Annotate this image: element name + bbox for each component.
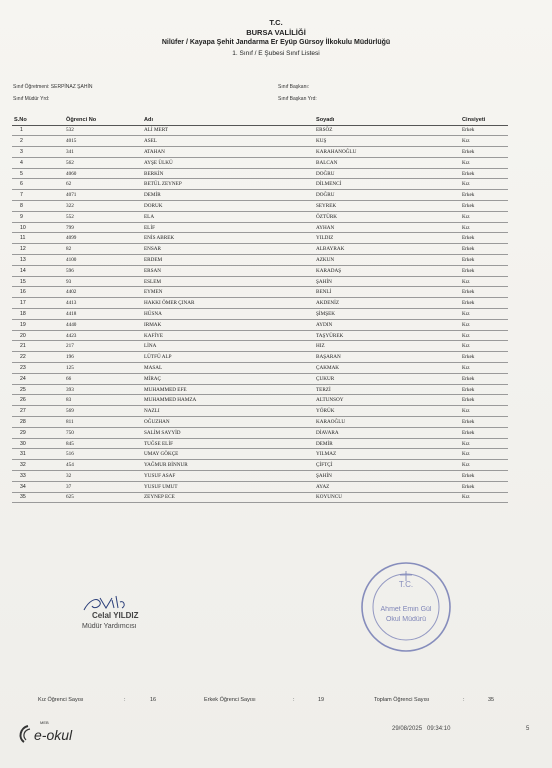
signature-name: Celal YILDIZ — [92, 611, 139, 620]
cell-gender: Kız — [460, 330, 508, 341]
cell-student-no: 4402 — [64, 287, 142, 298]
cell-student-no: 93 — [64, 276, 142, 287]
table-row — [12, 471, 508, 482]
table-row — [12, 298, 508, 309]
cell-gender: Erkek — [460, 233, 508, 244]
student-table — [12, 116, 508, 503]
cell-surname: AZKUN — [314, 255, 460, 266]
cell-student-no: 4060 — [64, 168, 142, 179]
cell-name: YUSUF ASAF — [142, 471, 314, 482]
cell-surname: ŞAHİN — [314, 471, 460, 482]
cell-gender: Erkek — [460, 125, 508, 136]
table-row — [12, 222, 508, 233]
cell-gender: Erkek — [460, 352, 508, 363]
table-row — [12, 460, 508, 471]
cell-student-no: 625 — [64, 492, 142, 503]
cell-student-no: 4071 — [64, 190, 142, 201]
cell-surname: KARAOĞLU — [314, 417, 460, 428]
cell-name: ALİ MERT — [142, 125, 314, 136]
table-row — [12, 395, 508, 406]
cell-student-no: 32 — [64, 471, 142, 482]
meta-teacher: Sınıf Öğretmeni: SERPİNAZ ŞAHİN — [13, 84, 93, 90]
cell-name: EYMEN — [142, 287, 314, 298]
cell-name: ENSAR — [142, 244, 314, 255]
cell-student-no: 322 — [64, 201, 142, 212]
cell-student-no: 196 — [64, 352, 142, 363]
cell-sno: 5 — [12, 168, 64, 179]
cell-sno: 34 — [12, 481, 64, 492]
cell-gender: Erkek — [460, 201, 508, 212]
cell-surname: HIZ — [314, 341, 460, 352]
cell-gender: Kız — [460, 136, 508, 147]
cell-surname: KUŞ — [314, 136, 460, 147]
cell-sno: 35 — [12, 492, 64, 503]
cell-name: LİNA — [142, 341, 314, 352]
stamp-line1: Ahmet Emin Gül — [380, 606, 432, 613]
cell-name: DEMİR — [142, 190, 314, 201]
table-row — [12, 157, 508, 168]
cell-name: ELA — [142, 211, 314, 222]
table-row — [12, 330, 508, 341]
cell-gender: Erkek — [460, 373, 508, 384]
table-row — [12, 244, 508, 255]
cell-sno: 32 — [12, 460, 64, 471]
col-name: Adı — [142, 116, 314, 125]
cell-name: YUSUF UMUT — [142, 481, 314, 492]
total-count-label: Toplam Öğrenci Sayısı — [374, 697, 430, 703]
cell-gender: Kız — [460, 179, 508, 190]
cell-gender: Kız — [460, 222, 508, 233]
cell-name: UMAY GÖKÇE — [142, 449, 314, 460]
cell-gender: Kız — [460, 363, 508, 374]
cell-surname: ŞİMŞEK — [314, 309, 460, 320]
cell-student-no: 569 — [64, 406, 142, 417]
table-row — [12, 417, 508, 428]
cell-name: BERKİN — [142, 168, 314, 179]
eokul-logo-mark — [16, 718, 96, 746]
table-row — [12, 168, 508, 179]
cell-sno: 21 — [12, 341, 64, 352]
table-row — [12, 427, 508, 438]
cell-student-no: 125 — [64, 363, 142, 374]
cell-sno: 22 — [12, 352, 64, 363]
cell-surname: BAŞARAN — [314, 352, 460, 363]
meta-class-vice-president: Sınıf Başkan Yrd: — [278, 96, 317, 102]
table-row — [12, 373, 508, 384]
cell-gender: Kız — [460, 460, 508, 471]
cell-name: TUĞSE ELİF — [142, 438, 314, 449]
cell-gender: Erkek — [460, 481, 508, 492]
cell-name: MİRAÇ — [142, 373, 314, 384]
girls-count-label: Kız Öğrenci Sayısı — [38, 697, 84, 703]
cell-name: LÜTFÜ ALP — [142, 352, 314, 363]
table-row — [12, 406, 508, 417]
table-row — [12, 136, 508, 147]
cell-surname: DOĞRU — [314, 168, 460, 179]
cell-student-no: 845 — [64, 438, 142, 449]
cell-surname: ÇAKMAK — [314, 363, 460, 374]
total-count-sep: : — [463, 697, 465, 703]
cell-gender: Kız — [460, 438, 508, 449]
cell-sno: 9 — [12, 211, 64, 222]
cell-sno: 27 — [12, 406, 64, 417]
boys-count-value: 19 — [318, 697, 325, 703]
cell-surname: AKDENİZ — [314, 298, 460, 309]
table-row — [12, 265, 508, 276]
cell-gender: Kız — [460, 492, 508, 503]
cell-gender: Erkek — [460, 265, 508, 276]
cell-sno: 14 — [12, 265, 64, 276]
cell-surname: BALCAN — [314, 157, 460, 168]
total-count-value: 35 — [488, 697, 495, 703]
cell-surname: TAŞYÜREK — [314, 330, 460, 341]
table-row — [12, 147, 508, 158]
cell-surname: TERZİ — [314, 384, 460, 395]
cell-name: ERDEM — [142, 255, 314, 266]
stamp-top: T.C. — [398, 580, 414, 589]
cell-student-no: 37 — [64, 481, 142, 492]
official-stamp — [360, 561, 452, 653]
girls-count-sep: : — [124, 697, 126, 703]
cell-name: DORUK — [142, 201, 314, 212]
table-row — [12, 319, 508, 330]
table-row — [12, 438, 508, 449]
cell-name: HAKKI ÖMER ÇINAR — [142, 298, 314, 309]
table-row — [12, 201, 508, 212]
meta-class-president: Sınıf Başkanı: — [278, 84, 310, 90]
cell-gender: Erkek — [460, 147, 508, 158]
header-school: Nilüfer / Kayapa Şehit Jandarma Er Eyüp Gürsoy İlkokulu Müdürlüğü — [161, 39, 391, 46]
table-row — [12, 125, 508, 136]
header-class-list: 1. Sınıf / E Şubesi Sınıf Listesi — [232, 50, 320, 57]
cell-student-no: 562 — [64, 157, 142, 168]
cell-gender: Kız — [460, 211, 508, 222]
cell-student-no: 4423 — [64, 330, 142, 341]
table-row — [12, 384, 508, 395]
cell-surname: ÇUKUR — [314, 373, 460, 384]
cell-sno: 10 — [12, 222, 64, 233]
cell-sno: 17 — [12, 298, 64, 309]
cell-surname: YILDIZ — [314, 233, 460, 244]
cell-name: YAĞMUR BİNNUR — [142, 460, 314, 471]
cell-sno: 3 — [12, 147, 64, 158]
cell-sno: 4 — [12, 157, 64, 168]
table-row — [12, 287, 508, 298]
cell-student-no: 552 — [64, 211, 142, 222]
print-datetime — [392, 726, 450, 732]
cell-sno: 7 — [12, 190, 64, 201]
cell-sno: 24 — [12, 373, 64, 384]
table-row — [12, 341, 508, 352]
cell-name: KAFİYE — [142, 330, 314, 341]
cell-gender: Erkek — [460, 255, 508, 266]
cell-name: OĞUZHAN — [142, 417, 314, 428]
meta-vice-principal: Sınıf Müdür Yrd: — [13, 96, 50, 102]
cell-surname: AYHAN — [314, 222, 460, 233]
cell-student-no: 62 — [64, 179, 142, 190]
cell-sno: 1 — [12, 125, 64, 136]
girls-count-value: 16 — [150, 697, 157, 703]
cell-student-no: 4015 — [64, 136, 142, 147]
table-row — [12, 179, 508, 190]
cell-student-no: 811 — [64, 417, 142, 428]
cell-student-no: 454 — [64, 460, 142, 471]
cell-sno: 8 — [12, 201, 64, 212]
cell-gender: Kız — [460, 276, 508, 287]
cell-surname: ERSÖZ — [314, 125, 460, 136]
table-row — [12, 233, 508, 244]
cell-surname: DİAVARA — [314, 427, 460, 438]
cell-sno: 2 — [12, 136, 64, 147]
cell-name: ZEYNEP ECE — [142, 492, 314, 503]
cell-gender: Kız — [460, 449, 508, 460]
cell-name: AYŞE ÜLKÜ — [142, 157, 314, 168]
col-student-no: Öğrenci No — [64, 116, 142, 125]
cell-surname: DOĞRU — [314, 190, 460, 201]
table-row — [12, 449, 508, 460]
cell-surname: DEMİR — [314, 438, 460, 449]
cell-student-no: 341 — [64, 147, 142, 158]
cell-surname: KARADAŞ — [314, 265, 460, 276]
print-time: 09:34:10 — [427, 726, 451, 732]
cell-surname: BENLİ — [314, 287, 460, 298]
cell-gender: Erkek — [460, 190, 508, 201]
cell-name: BETÜL ZEYNEP — [142, 179, 314, 190]
col-gender: Cinsiyeti — [460, 116, 508, 125]
cell-sno: 11 — [12, 233, 64, 244]
cell-sno: 19 — [12, 319, 64, 330]
cell-surname: YÖRÜK — [314, 406, 460, 417]
cell-surname: AYDIN — [314, 319, 460, 330]
cell-gender: Erkek — [460, 298, 508, 309]
cell-sno: 25 — [12, 384, 64, 395]
cell-sno: 23 — [12, 363, 64, 374]
table-row — [12, 276, 508, 287]
cell-student-no: 4418 — [64, 309, 142, 320]
cell-sno: 13 — [12, 255, 64, 266]
cell-gender: Erkek — [460, 287, 508, 298]
cell-student-no: 596 — [64, 265, 142, 276]
cell-surname: ŞAHİN — [314, 276, 460, 287]
cell-name: IRMAK — [142, 319, 314, 330]
cell-sno: 6 — [12, 179, 64, 190]
cell-student-no: 83 — [64, 395, 142, 406]
stamp-line2: Okul Müdürü — [385, 616, 427, 623]
cell-student-no: 4413 — [64, 298, 142, 309]
cell-student-no: 4440 — [64, 319, 142, 330]
cell-gender: Kız — [460, 406, 508, 417]
cell-name: MASAL — [142, 363, 314, 374]
cell-gender: Kız — [460, 319, 508, 330]
table-row — [12, 211, 508, 222]
table-row — [12, 190, 508, 201]
signature-title: Müdür Yardımcısı — [82, 623, 137, 630]
cell-sno: 18 — [12, 309, 64, 320]
header-tc: T.C. — [269, 18, 283, 27]
header-governorship: BURSA VALİLİĞİ — [246, 28, 306, 37]
cell-surname: ÇİFTÇİ — [314, 460, 460, 471]
cell-gender: Kız — [460, 157, 508, 168]
cell-sno: 31 — [12, 449, 64, 460]
eokul-logo — [16, 718, 96, 746]
table-row — [12, 481, 508, 492]
col-sno: S.No — [12, 116, 64, 125]
cell-name: MUHAMMED EFE — [142, 384, 314, 395]
cell-sno: 30 — [12, 438, 64, 449]
cell-name: ATAHAN — [142, 147, 314, 158]
eokul-logo-small: MEB — [40, 720, 49, 725]
cell-student-no: 4099 — [64, 233, 142, 244]
cell-name: ESLEM — [142, 276, 314, 287]
cell-name: HÜSNA — [142, 309, 314, 320]
cell-gender: Erkek — [460, 427, 508, 438]
cell-gender: Erkek — [460, 168, 508, 179]
cell-gender: Erkek — [460, 395, 508, 406]
cell-student-no: 750 — [64, 427, 142, 438]
cell-surname: ÖZTÜRK — [314, 211, 460, 222]
cell-surname: KOYUNCU — [314, 492, 460, 503]
cell-student-no: 799 — [64, 222, 142, 233]
cell-sno: 12 — [12, 244, 64, 255]
table-row — [12, 352, 508, 363]
cell-surname: YILMAZ — [314, 449, 460, 460]
cell-name: ELİF — [142, 222, 314, 233]
cell-name: ENİS ABREK — [142, 233, 314, 244]
cell-gender: Kız — [460, 309, 508, 320]
cell-student-no: 217 — [64, 341, 142, 352]
cell-student-no: 82 — [64, 244, 142, 255]
cell-surname: ALBAYRAK — [314, 244, 460, 255]
cell-name: NAZLI — [142, 406, 314, 417]
cell-surname: KARAHANOĞLU — [314, 147, 460, 158]
cell-surname: SEYREK — [314, 201, 460, 212]
eokul-logo-text: e-okul — [34, 727, 73, 743]
table-body — [12, 125, 508, 503]
cell-surname: AYAZ — [314, 481, 460, 492]
boys-count-sep: : — [293, 697, 295, 703]
cell-sno: 26 — [12, 395, 64, 406]
cell-sno: 20 — [12, 330, 64, 341]
cell-name: ASEL — [142, 136, 314, 147]
cell-name: SALİM SAYYİD — [142, 427, 314, 438]
cell-student-no: 66 — [64, 373, 142, 384]
print-date: 29/08/2025 — [392, 726, 423, 732]
boys-count-label: Erkek Öğrenci Sayısı — [204, 697, 256, 703]
col-surname: Soyadı — [314, 116, 460, 125]
cell-sno: 33 — [12, 471, 64, 482]
cell-student-no: 516 — [64, 449, 142, 460]
table-row — [12, 309, 508, 320]
cell-sno: 28 — [12, 417, 64, 428]
cell-gender: Kız — [460, 341, 508, 352]
cell-sno: 29 — [12, 427, 64, 438]
cell-student-no: 532 — [64, 125, 142, 136]
table-row — [12, 492, 508, 503]
cell-name: MUHAMMED HAMZA — [142, 395, 314, 406]
table-header-row — [12, 116, 508, 125]
cell-gender: Erkek — [460, 244, 508, 255]
cell-gender: Erkek — [460, 384, 508, 395]
cell-surname: ALTUNSOY — [314, 395, 460, 406]
cell-gender: Erkek — [460, 471, 508, 482]
page-number: 5 — [526, 726, 530, 732]
cell-name: ERSAN — [142, 265, 314, 276]
cell-surname: DİLMENCİ — [314, 179, 460, 190]
cell-student-no: 4100 — [64, 255, 142, 266]
cell-gender: Erkek — [460, 417, 508, 428]
cell-sno: 15 — [12, 276, 64, 287]
table-row — [12, 255, 508, 266]
table-row — [12, 363, 508, 374]
cell-sno: 16 — [12, 287, 64, 298]
cell-student-no: 393 — [64, 384, 142, 395]
